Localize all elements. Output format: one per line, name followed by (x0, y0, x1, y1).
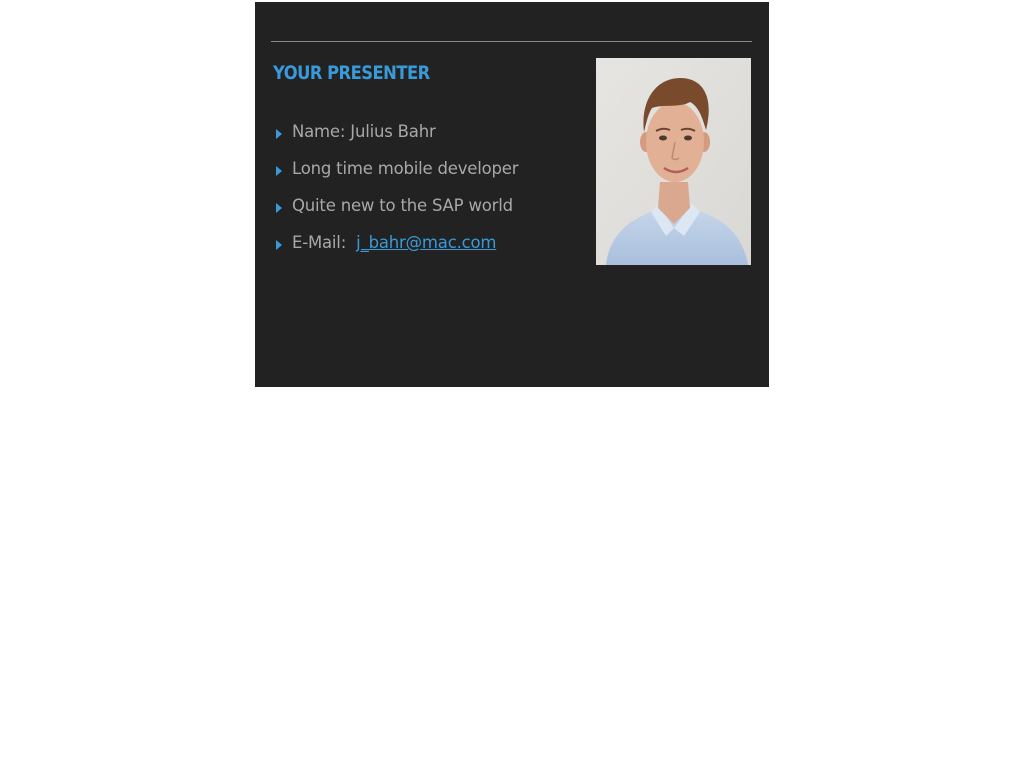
email-link[interactable]: j_bahr@mac.com (356, 233, 497, 252)
portrait-icon (596, 58, 751, 265)
bullet-text: Name: Julius Bahr (292, 122, 436, 141)
bullet-item-name (275, 113, 518, 150)
bullet-arrow-icon (276, 129, 282, 139)
bullet-item-sap (275, 187, 518, 224)
bullet-text: Quite new to the SAP world (292, 196, 513, 215)
presenter-photo (596, 58, 751, 265)
bullet-item-experience (275, 150, 518, 187)
bullet-list (275, 113, 518, 261)
bullet-arrow-icon (276, 166, 282, 176)
slide-title: YOUR PRESENTER (273, 62, 430, 84)
bullet-arrow-icon (276, 203, 282, 213)
slide (255, 2, 769, 387)
bullet-arrow-icon (276, 240, 282, 250)
email-label: E-Mail: (292, 233, 352, 252)
bullet-text (292, 233, 496, 252)
title-divider (271, 41, 752, 42)
bullet-item-email (275, 224, 518, 261)
bullet-text: Long time mobile developer (292, 159, 519, 178)
